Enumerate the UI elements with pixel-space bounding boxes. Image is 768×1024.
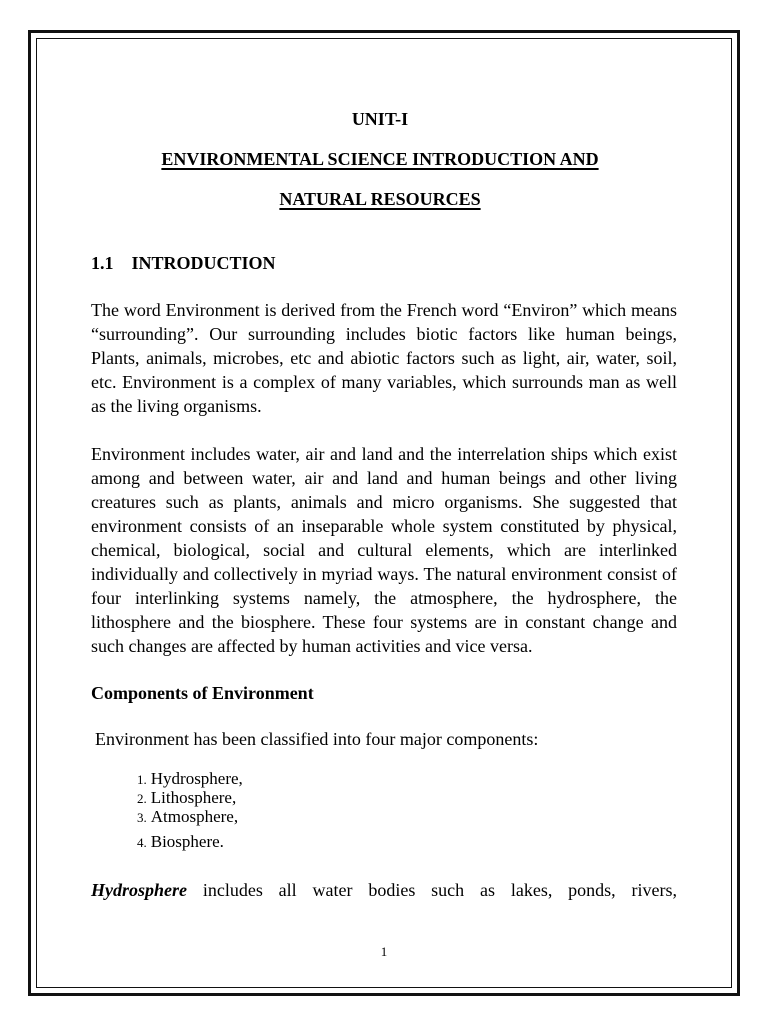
components-intro: Environment has been classified into four major components: <box>95 729 539 749</box>
document-title-line-1: ENVIRONMENTAL SCIENCE INTRODUCTION AND <box>161 149 599 169</box>
list-item: 1. Hydrosphere, <box>137 769 243 788</box>
page-number: 1 <box>380 944 388 959</box>
section-heading-introduction: 1.1 INTRODUCTION <box>91 253 276 273</box>
document-body <box>91 108 677 902</box>
list-item: 3. Atmosphere, <box>137 807 239 826</box>
intro-paragraph-1: The word Environment is derived from the French word “Environ” which means “surrounding”. Our surrounding includes biotic factors like human beings, Plants, animals, microbes, etc and abiotic factors such as light, air, water, soil, etc. Environment is a complex of many variables, which surrounds man as well as the living organisms. <box>91 300 677 416</box>
document-title-line-2: NATURAL RESOURCES <box>279 189 481 209</box>
components-list <box>137 770 677 852</box>
list-item: 4. Biosphere. <box>137 832 224 851</box>
hydrosphere-paragraph: Hydrosphere includes all water bodies such as lakes, ponds, rivers, <box>91 880 677 900</box>
intro-paragraph-2: Environment includes water, air and land and the interrelation ships which exist among and between water, air and land and human beings and other living creatures such as plants, animals and micro organisms. She suggested that environment consists of an inseparable whole system constituted by physical, chemical, biological, social and cultural elements, which are interlinked individually and collectively in myriad ways. The natural environment consist of four interlinking systems namely, the atmosphere, the hydrosphere, the lithosphere and the biosphere. These four systems are in constant change and such changes are affected by human activities and vice versa. <box>91 444 677 656</box>
list-item: 2. Lithosphere, <box>137 788 237 807</box>
hydrosphere-term: Hydrosphere <box>91 880 187 900</box>
components-heading: Components of Environment <box>91 683 314 703</box>
unit-title: UNIT-I <box>351 109 409 129</box>
